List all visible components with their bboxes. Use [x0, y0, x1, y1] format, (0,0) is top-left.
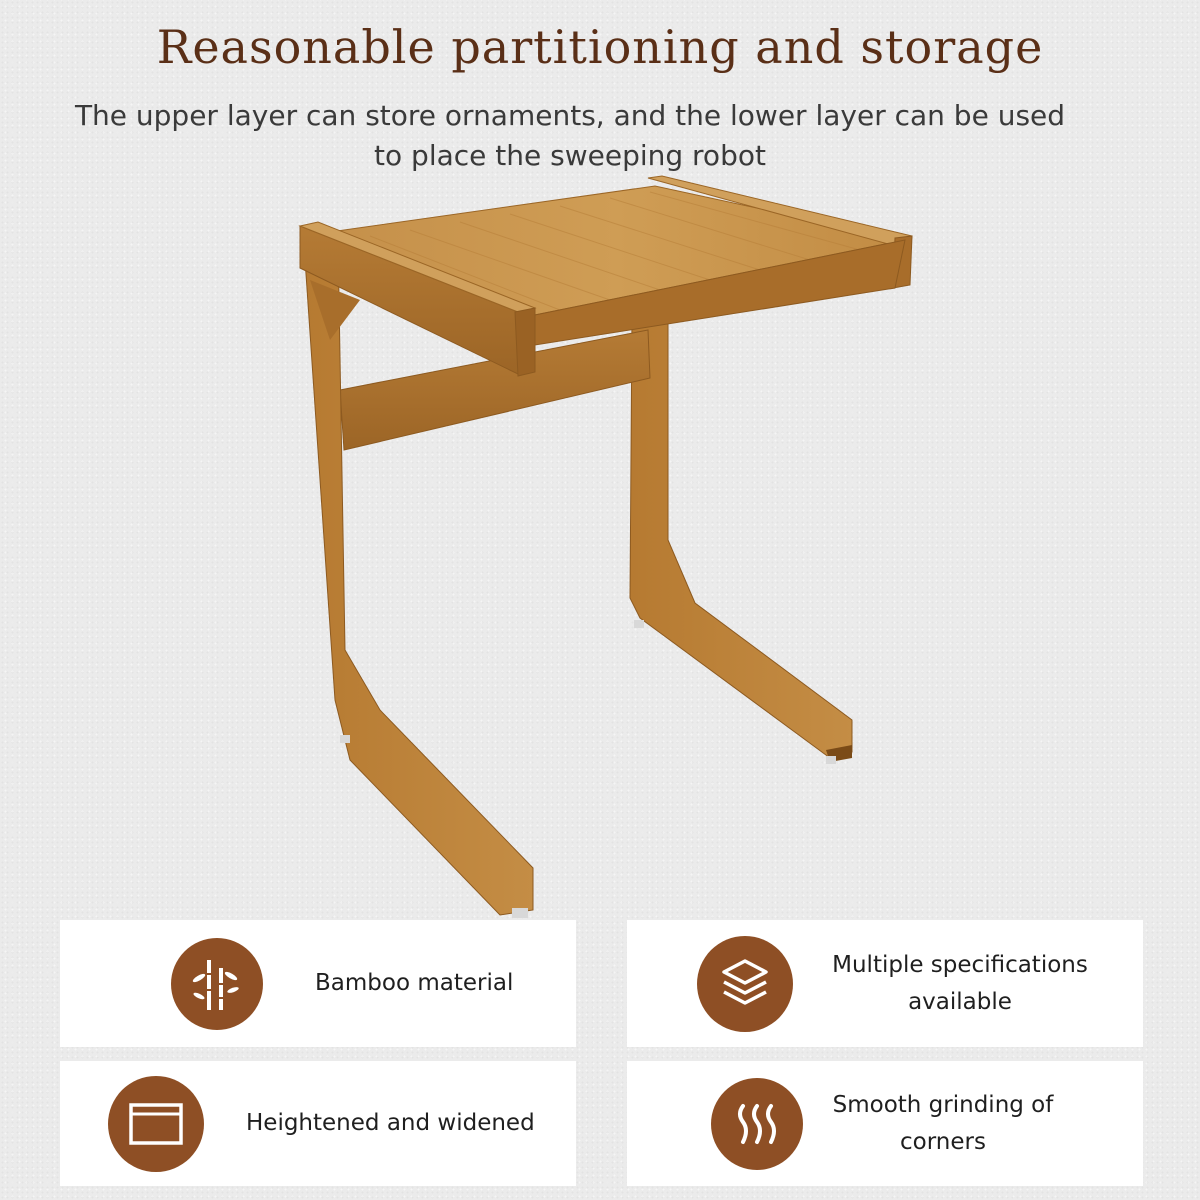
- feature-label: Heightened and widened: [246, 1110, 535, 1136]
- feature-card-heightened: [60, 1061, 576, 1186]
- heat-waves-icon: [711, 1078, 803, 1170]
- bamboo-icon: [171, 938, 263, 1030]
- page-title: Reasonable partitioning and storage: [156, 20, 1044, 74]
- feature-card-specifications: [627, 920, 1143, 1047]
- feature-card-bamboo: [60, 920, 576, 1047]
- page-subtitle: The upper layer can store ornaments, and the lower layer can be used to place the sweeping robot: [74, 99, 1066, 172]
- frame-icon: [108, 1076, 204, 1172]
- layers-icon: [697, 936, 793, 1032]
- feature-label: Multiple specifications available: [832, 951, 1088, 1015]
- feature-label: Bamboo material: [315, 970, 514, 996]
- feature-card-grinding: [627, 1061, 1143, 1186]
- feature-label: Smooth grinding of corners: [832, 1091, 1054, 1155]
